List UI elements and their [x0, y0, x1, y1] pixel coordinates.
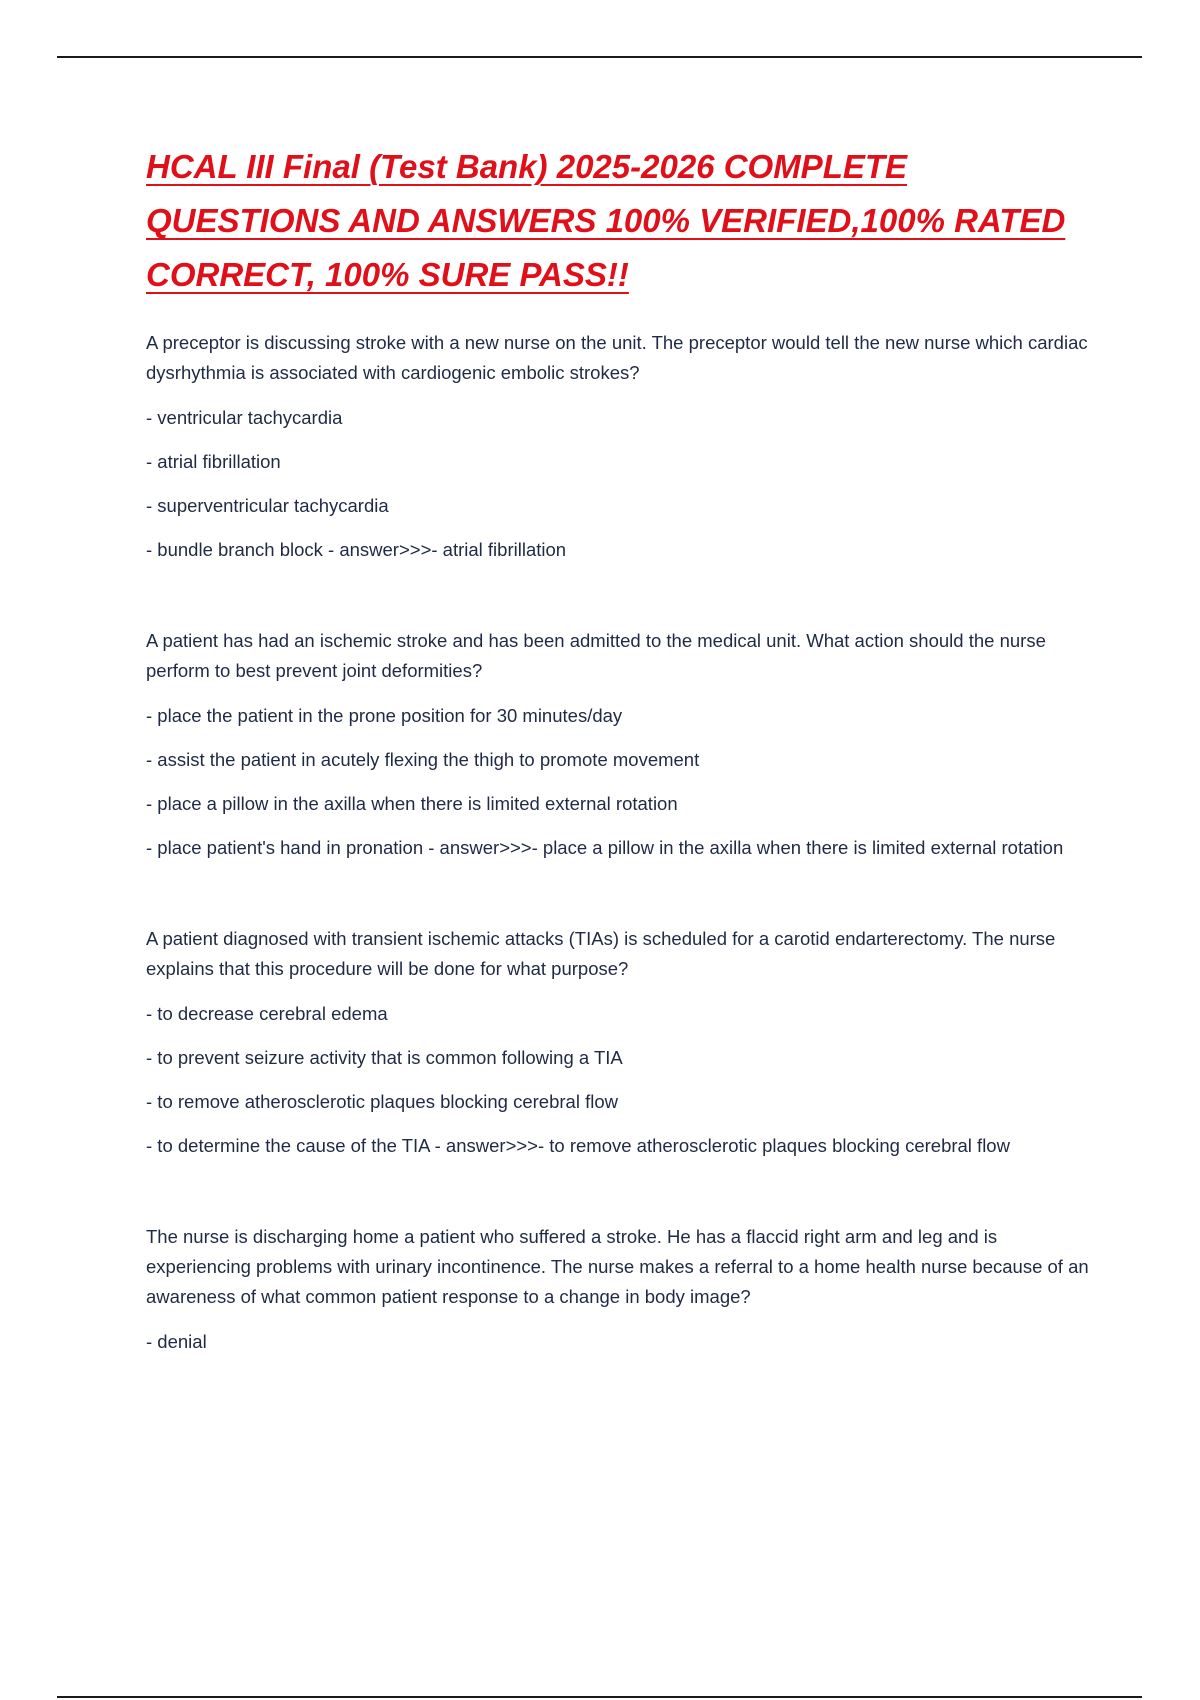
question-text: The nurse is discharging home a patient who suffered a stroke. He has a flaccid right arm and leg and is experiencing problems with urinary incontinence. The nurse makes a referral to a home health nurse because of an awareness of what common patient response to a change in body image? [146, 1226, 1089, 1307]
answer-option: - denial [146, 1331, 207, 1352]
answer-option: - to prevent seizure activity that is common following a TIA [146, 1047, 623, 1068]
question-block [146, 328, 1096, 564]
answer-option: - to determine the cause of the TIA - answer>>>- to remove atherosclerotic plaques blocking cerebral flow [146, 1135, 1010, 1156]
top-divider [57, 56, 1142, 58]
question-text: A preceptor is discussing stroke with a new nurse on the unit. The preceptor would tell the new nurse which cardiac dysrhythmia is associated with cardiogenic embolic strokes? [146, 332, 1088, 383]
answer-option: - place the patient in the prone position for 30 minutes/day [146, 705, 623, 726]
answer-option: - atrial fibrillation [146, 451, 281, 472]
answer-option: - place a pillow in the axilla when there is limited external rotation [146, 793, 678, 814]
document-page [146, 140, 1096, 1356]
answer-option: - bundle branch block - answer>>>- atrial fibrillation [146, 539, 567, 560]
question-text: A patient diagnosed with transient ischemic attacks (TIAs) is scheduled for a carotid endarterectomy. The nurse explains that this procedure will be done for what purpose? [146, 928, 1056, 979]
answer-option: - to remove atherosclerotic plaques blocking cerebral flow [146, 1091, 618, 1112]
question-block [146, 626, 1096, 862]
answer-option: - ventricular tachycardia [146, 407, 343, 428]
answer-option: - place patient's hand in pronation - answer>>>- place a pillow in the axilla when there is limited external rotation [146, 837, 1064, 858]
question-block [146, 924, 1096, 1160]
question-text: A patient has had an ischemic stroke and has been admitted to the medical unit. What action should the nurse perform to best prevent joint deformities? [146, 630, 1046, 681]
document-title: HCAL III Final (Test Bank) 2025-2026 COMPLETE QUESTIONS AND ANSWERS 100% VERIFIED,100% RATED CORRECT, 100% SURE PASS!! [146, 148, 1066, 293]
answer-option: - to decrease cerebral edema [146, 1003, 388, 1024]
answer-option: - assist the patient in acutely flexing the thigh to promote movement [146, 749, 700, 770]
bottom-divider [57, 1696, 1142, 1698]
question-block [146, 1222, 1096, 1356]
answer-option: - superventricular tachycardia [146, 495, 389, 516]
